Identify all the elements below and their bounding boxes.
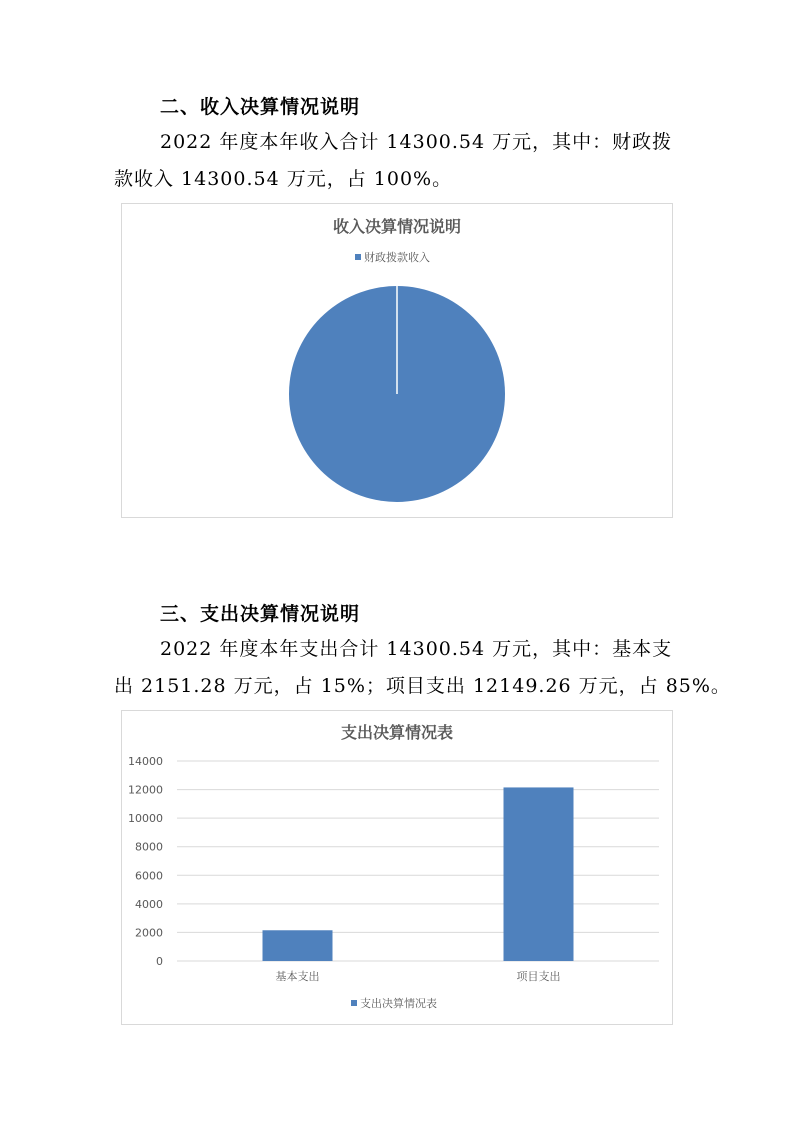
income-pie-svg (122, 204, 672, 517)
bar-legend (351, 996, 437, 1010)
expense-paragraph-line-2: 出 2151.28 万元，占 15%；项目支出 12149.26 万元，占 85%。 (114, 675, 731, 697)
bar-y-tick-label: 10000 (128, 812, 163, 826)
bar-y-tick-label: 4000 (135, 897, 163, 911)
bar-legend-swatch (351, 1000, 357, 1006)
bar-series (263, 787, 574, 961)
bar-x-tick-label: 基本支出 (275, 970, 320, 983)
expense-bar-svg (122, 711, 672, 1024)
pie-legend-swatch (355, 254, 361, 260)
income-paragraph-line-2: 款收入 14300.54 万元，占 100%。 (114, 168, 453, 190)
expense-paragraph-line-1: 2022 年度本年支出合计 14300.54 万元，其中：基本支 (160, 638, 673, 660)
bar-y-tick-label: 6000 (135, 869, 163, 883)
income-section-heading: 二、收入决算情况说明 (160, 96, 361, 118)
expense-section-heading: 三、支出决算情况说明 (160, 603, 361, 625)
expense-bar-chart (121, 710, 673, 1025)
bar-y-tick-label: 14000 (128, 755, 163, 768)
bar-y-tick-label: 8000 (135, 840, 163, 854)
bar-y-tick-label: 2000 (135, 926, 163, 940)
bar-chart-title: 支出决算情况表 (340, 723, 454, 742)
bar-legend-label: 支出决算情况表 (360, 997, 437, 1010)
bar-y-tick-label: 12000 (128, 783, 163, 797)
pie-chart-title: 收入决算情况说明 (332, 217, 462, 236)
income-pie-chart (121, 203, 673, 518)
income-paragraph-line-1: 2022 年度本年收入合计 14300.54 万元，其中：财政拨 (160, 131, 673, 153)
bar-basic-expense (263, 930, 333, 961)
pie-legend-label: 财政拨款收入 (364, 251, 430, 264)
bar-x-axis-ticks (276, 969, 561, 983)
pie-slices (289, 286, 505, 502)
pie-legend (355, 250, 430, 264)
bar-x-tick-label: 项目支出 (516, 970, 561, 983)
bar-project-expense (504, 787, 574, 961)
bar-y-axis-ticks (128, 755, 163, 968)
bar-y-tick-label: 0 (156, 955, 163, 968)
bar-gridlines (177, 761, 659, 961)
